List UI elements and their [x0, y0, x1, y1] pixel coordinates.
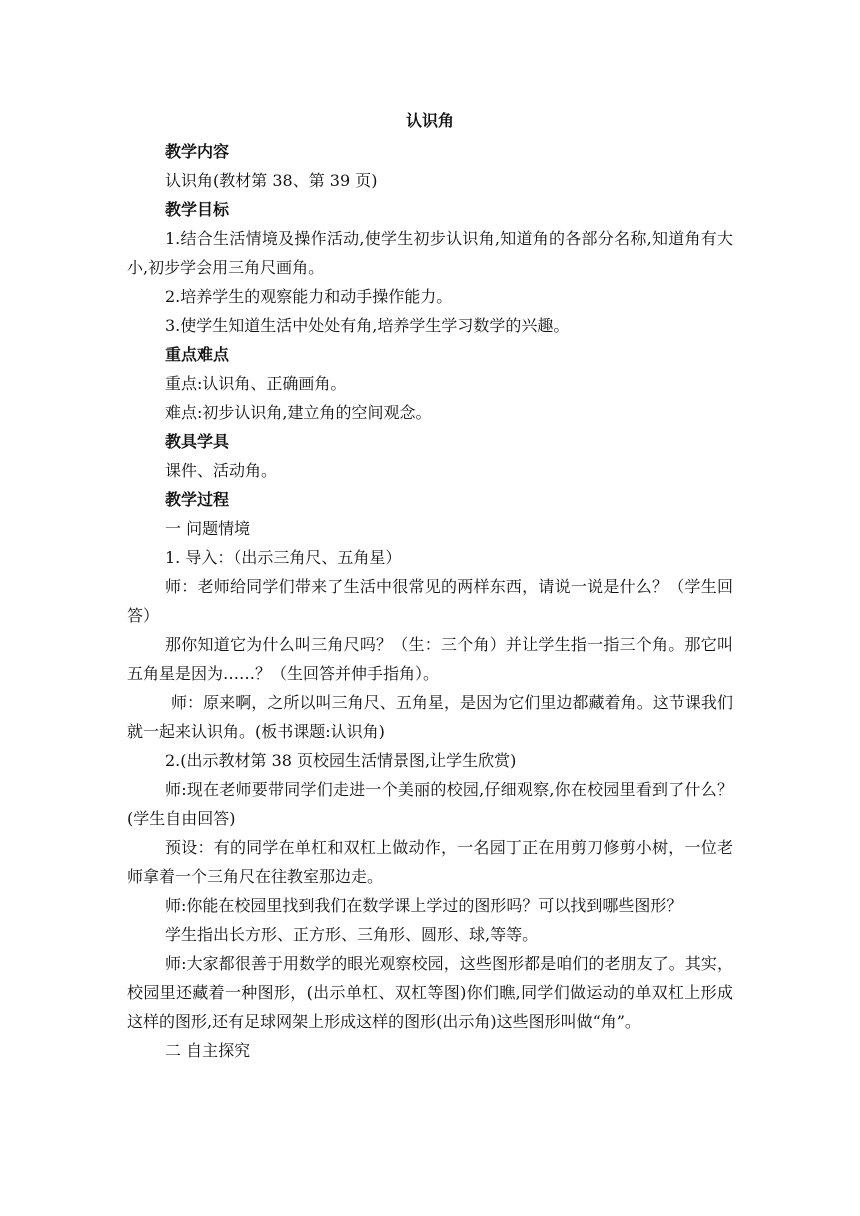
key-point: 重点:认识角、正确画角。 — [165, 374, 347, 393]
section-1-title: 一 问题情境 — [165, 519, 251, 538]
heading-key-points: 重点难点 — [165, 345, 230, 364]
heading-teaching-tools: 教具学具 — [165, 432, 230, 451]
document-title: 认识角 — [405, 111, 454, 130]
document-body — [127, 137, 733, 1065]
heading-teaching-content: 教学内容 — [165, 142, 230, 161]
teaching-content-text: 认识角(教材第 38、第 39 页) — [165, 171, 378, 190]
paragraph-teacher-1: 师：老师给同学们带来了生活中很常见的两样东西，请说一说是什么？（学生回答） — [127, 577, 733, 625]
paragraph-teacher-2: 师：原来啊，之所以叫三角尺、五角星，是因为它们里边都藏着角。这节课我们就一起来认识角。(板书课题:认识角) — [127, 693, 733, 741]
goal-2: 2.培养学生的观察能力和动手操作能力。 — [165, 287, 453, 306]
goal-3: 3.使学生知道生活中处处有角,培养学生学习数学的兴趣。 — [165, 316, 570, 335]
teaching-tools-text: 课件、活动角。 — [165, 461, 278, 480]
paragraph-triangle-ruler: 那你知道它为什么叫三角尺吗？（生：三个角）并让学生指一指三个角。那它叫五角星是因为……？（生回答并伸手指角）。 — [127, 635, 733, 683]
paragraph-teacher-5: 师:大家都很善于用数学的眼光观察校园，这些图形都是咱们的老朋友了。其实，校园里还藏着一种图形，(出示单杠、双杠等图)你们瞧,同学们做运动的单双杠上形成这样的图形,还有足球网架上形成这样的图形(出示角)这些图形叫做“角”。 — [127, 954, 733, 1031]
section-2-title: 二 自主探究 — [165, 1041, 251, 1060]
step-2-intro: 2.(出示教材第 38 页校园生活情景图,让学生欣赏) — [165, 751, 517, 770]
heading-teaching-process: 教学过程 — [165, 490, 230, 509]
paragraph-preset: 预设：有的同学在单杠和双杠上做动作，一名园丁正在用剪刀修剪小树，一位老师拿着一个三角尺在往教室那边走。 — [127, 838, 733, 886]
paragraph-teacher-4: 师:你能在校园里找到我们在数学课上学过的图形吗？可以找到哪些图形？ — [165, 896, 683, 915]
difficult-point: 难点:初步认识角,建立角的空间观念。 — [165, 403, 432, 422]
paragraph-teacher-3: 师:现在老师要带同学们走进一个美丽的校园,仔细观察,你在校园里看到了什么？(学生自由回答) — [127, 780, 733, 828]
goal-1: 1.结合生活情境及操作活动,使学生初步认识角,知道角的各部分名称,知道角有大小,初步学会用三角尺画角。 — [127, 229, 733, 277]
heading-teaching-goals: 教学目标 — [165, 200, 230, 219]
step-1-intro: 1. 导入：（出示三角尺、五角星） — [165, 548, 402, 567]
paragraph-students-shapes: 学生指出长方形、正方形、三角形、圆形、球,等等。 — [165, 925, 539, 944]
